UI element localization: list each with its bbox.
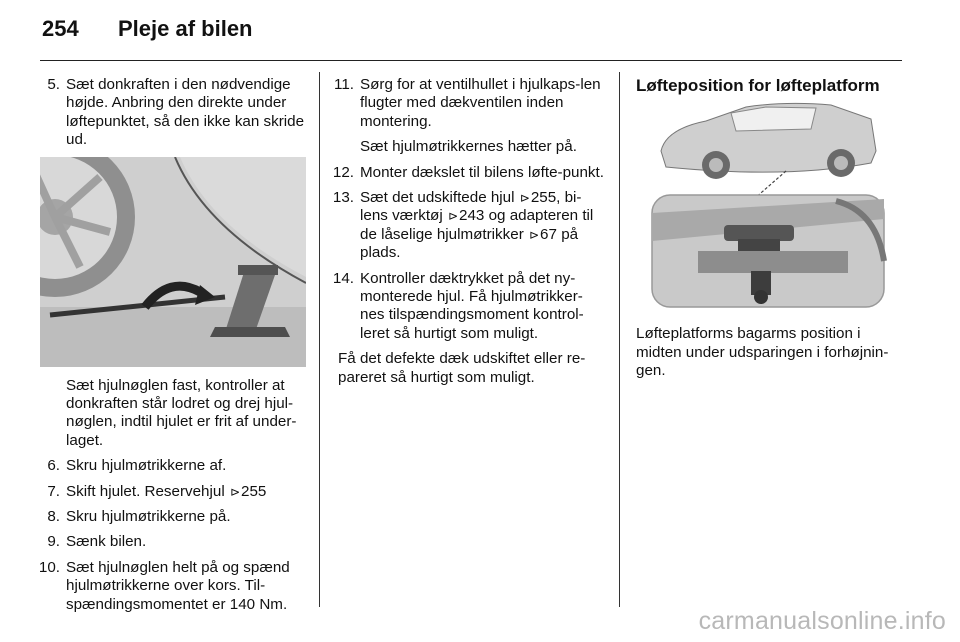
- page-title: Pleje af bilen: [118, 16, 253, 41]
- step-10: 10. Sæt hjulnøglen helt på og spænd hjulmøtrikkerne over kors. Til-spændingsmomentet er 140 Nm.: [38, 558, 290, 613]
- step-11-text: Sørg for at ventilhullet i hjulkaps-len flugter med dækventilen inden montering.: [360, 76, 601, 130]
- step-14-text: Kontroller dæktrykket på det ny-monterede hjul. Få hjulmøtrikker-nes tilspændingsmoment kontrol-leret så hurtigt som muligt.: [360, 269, 584, 342]
- step-11: 11. Sørg for at ventilhullet i hjulkaps-len flugter med dækventilen inden montering.: [334, 76, 601, 130]
- column-3: [636, 76, 906, 381]
- page-ref[interactable]: 67: [540, 225, 557, 243]
- step-7: 7. Skift hjulet. Reservehjul ⊳255: [47, 482, 267, 500]
- step-12: 12. Monter dækslet til bilens løfte-punkt.: [332, 163, 604, 181]
- page-ref-arrow-icon: ⊳: [447, 209, 458, 224]
- column-divider-1: [319, 72, 320, 607]
- column-1: [36, 76, 308, 621]
- step-6: 6. Skru hjulmøtrikkerne af.: [47, 457, 227, 475]
- step-9: 9. Sænk bilen.: [47, 533, 147, 551]
- column-2: [330, 76, 604, 394]
- lift-platform-illustration: [636, 101, 898, 313]
- platform-caption: Løfteplatforms bagarms position i midten under udsparingen i forhøjnin-gen.: [636, 325, 889, 380]
- step-14: 14. Kontroller dæktrykket på det ny-monterede hjul. Få hjulmøtrikker-nes tilspændingsmoment kontrol-leret så hurtigt som muligt.: [332, 269, 584, 342]
- step-7-text: Skift hjulet. Reservehjul: [66, 482, 225, 500]
- jack-wheel-illustration: [40, 157, 306, 367]
- step-9-text: Sænk bilen.: [66, 533, 147, 551]
- page-ref-arrow-icon: ⊳: [519, 191, 530, 206]
- step-10-text: Sæt hjulnøglen helt på og spænd hjulmøtrikkerne over kors. Til-spændingsmomentet er 140 Nm.: [66, 558, 290, 613]
- step-11-note: Sæt hjulmøtrikkernes hætter på.: [360, 138, 577, 156]
- page-ref[interactable]: 255: [530, 189, 557, 207]
- step-6-text: Skru hjulmøtrikkerne af.: [66, 457, 227, 475]
- step-13: 13. Sæt det udskiftede hjul ⊳255, bi-lens værktøj ⊳243 og adapteren til de låselige hjulmøtrikker ⊳67 på plads.: [332, 189, 594, 262]
- watermark: carmanualsonline.info: [698, 607, 946, 635]
- step-8: 8. Skru hjulmøtrikkerne på.: [47, 508, 231, 526]
- step-12-text: Monter dækslet til bilens løfte-punkt.: [360, 163, 604, 181]
- figure-caption: Sæt hjulnøglen fast, kontroller at donkraften står lodret og drej hjul-nøglen, indtil hjulet er frit af under-laget.: [66, 376, 297, 449]
- step-5: 5. Sæt donkraften i den nødvendige højde. Anbring den direkte under løftepunktet, så den ikke kan skride ud.: [47, 76, 305, 149]
- closing-note: Få det defekte dæk udskiftet eller re-pareret så hurtigt som muligt.: [338, 350, 586, 386]
- step-5-text: Sæt donkraften i den nødvendige højde. Anbring den direkte under løftepunktet, så den ikke kan skride ud.: [66, 76, 305, 149]
- step-8-text: Skru hjulmøtrikkerne på.: [66, 508, 231, 526]
- page-number: 254: [42, 16, 79, 41]
- section-heading: Løfteposition for løfteplatform: [636, 76, 880, 95]
- page-ref[interactable]: 243: [459, 207, 485, 225]
- column-divider-2: [619, 72, 620, 607]
- page-ref-arrow-icon: ⊳: [528, 227, 540, 242]
- page-ref-arrow-icon: ⊳: [229, 484, 240, 499]
- page-ref[interactable]: 255: [241, 482, 267, 500]
- header-rule: [40, 60, 902, 61]
